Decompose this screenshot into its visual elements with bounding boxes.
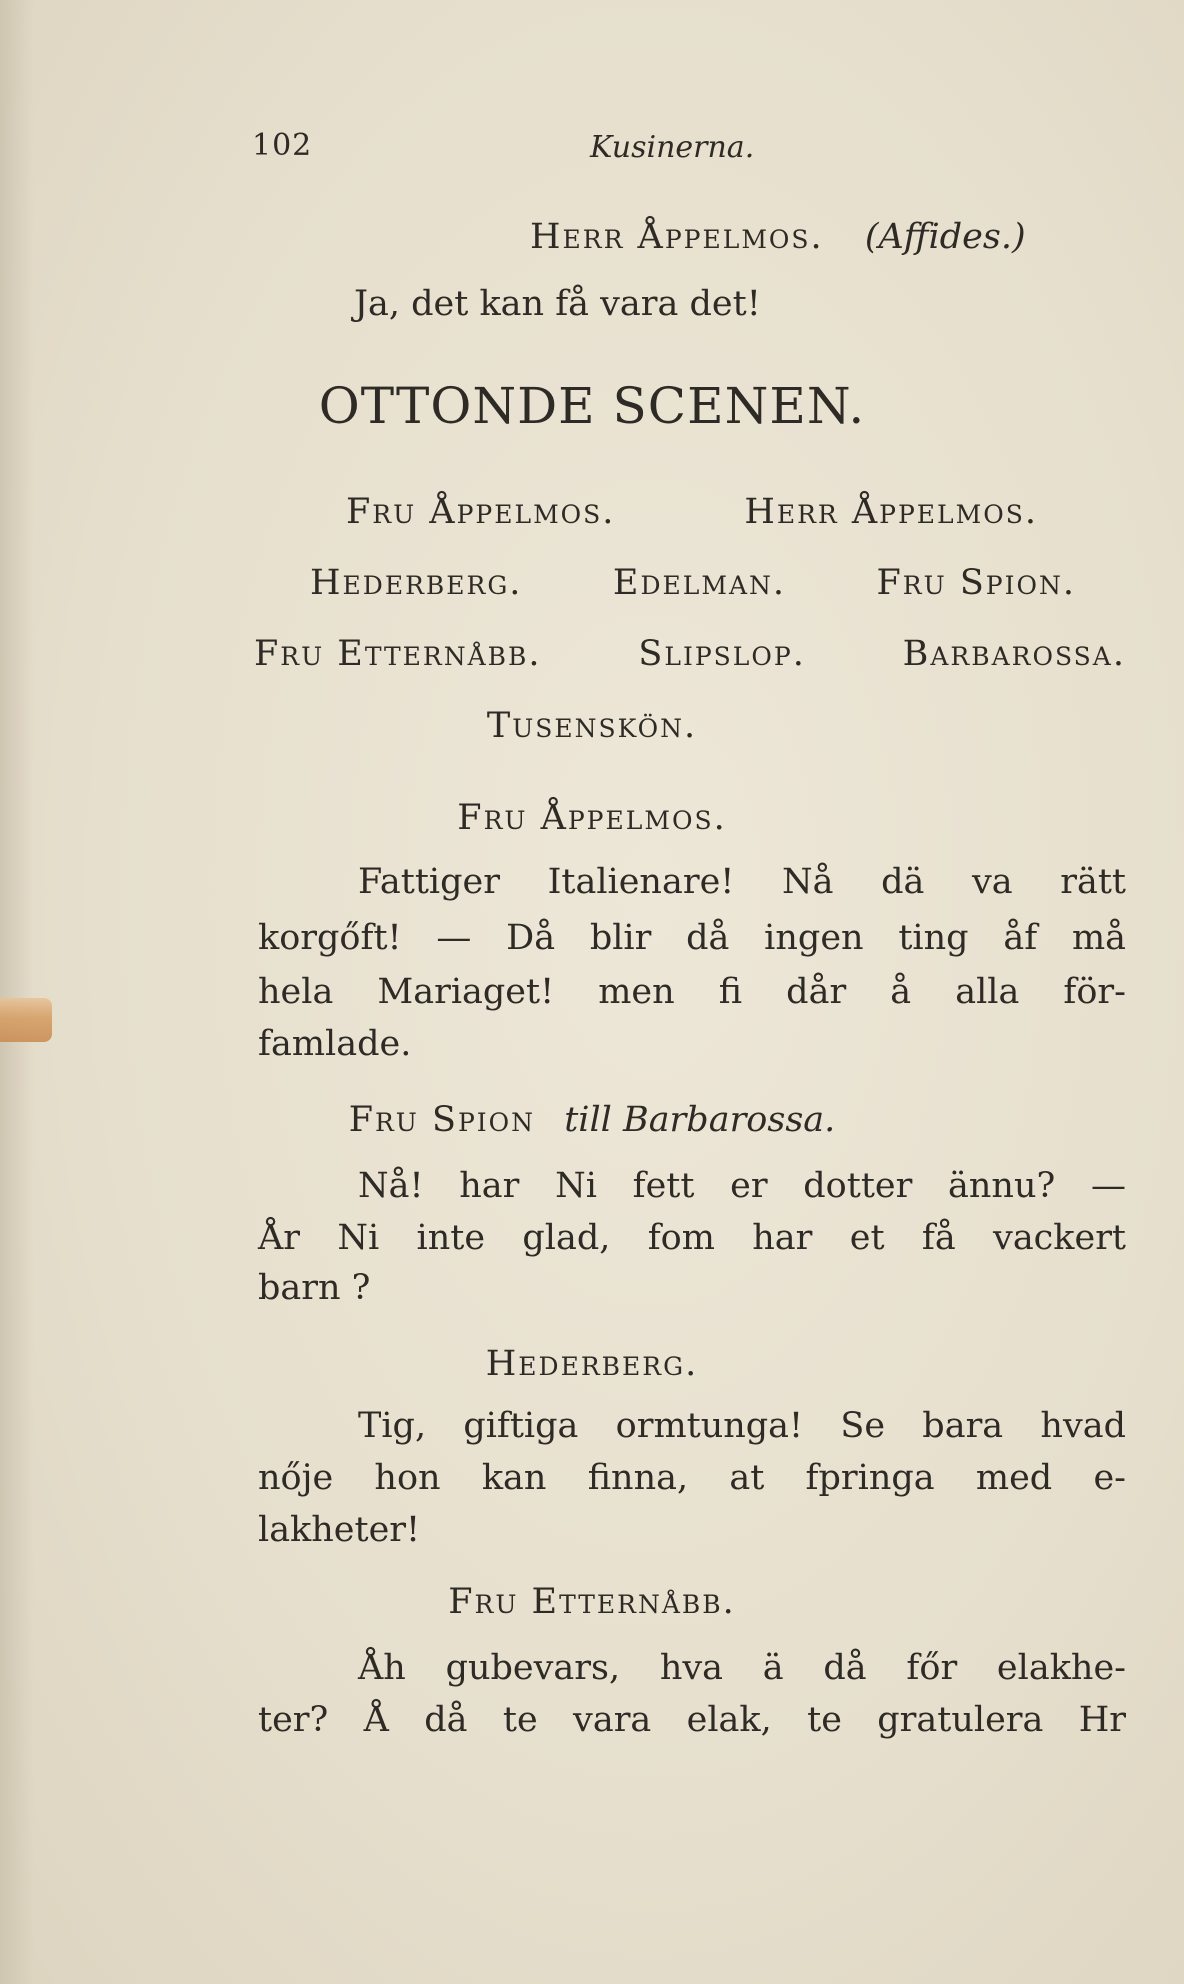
dialogue-line: barn ?: [258, 1268, 371, 1308]
cast-member: Fru Åppelmos.: [346, 492, 616, 532]
dialogue-line: Ja, det kan få vara det!: [354, 284, 761, 324]
cast-member: Fru Spion.: [876, 563, 1076, 603]
dialogue-line: Åh gubevars, hva ä då főr elakhe-: [358, 1648, 1126, 1688]
stage-direction: till Barbarossa.: [564, 1100, 836, 1140]
cast-member: Barbarossa.: [902, 634, 1126, 674]
dialogue-line: famlade.: [258, 1024, 412, 1064]
speaker-line: [530, 217, 1026, 257]
dialogue-line: Nå! har Ni fett er dotter ännu? —: [358, 1166, 1126, 1206]
scene-heading: OTTONDE SCENEN.: [318, 377, 866, 435]
speaker-heading: Fru Åppelmos.: [457, 798, 727, 838]
dialogue-line: År Ni inte glad, fom har et få vackert: [258, 1218, 1126, 1258]
speaker-name: Fru Spion: [348, 1100, 536, 1140]
cast-member: Hederberg.: [310, 563, 523, 603]
cast-list-row: [254, 634, 1126, 674]
page-number: 102: [252, 128, 313, 163]
bookmark-ribbon: [0, 998, 52, 1042]
speaker-heading: Fru Etternåbb.: [448, 1582, 736, 1622]
dialogue-line: lakheter!: [258, 1510, 421, 1550]
binding-shadow: [0, 0, 34, 1984]
speaker-name: Herr Åppelmos.: [530, 217, 824, 257]
stage-direction: (Affides.): [864, 217, 1026, 257]
running-title: Kusinerna.: [590, 130, 755, 165]
speaker-heading: Hederberg.: [485, 1344, 699, 1384]
cast-member: Herr Åppelmos.: [744, 492, 1038, 532]
cast-list-row: [310, 563, 1076, 603]
dialogue-line: ter? Å då te vara elak, te gratulera Hr: [258, 1700, 1126, 1740]
dialogue-line: korgőft! — Då blir då ingen ting åf må: [258, 918, 1126, 958]
cast-list-row: [346, 492, 1038, 532]
dialogue-line: Tig, giftiga ormtunga! Se bara hvad: [358, 1406, 1126, 1446]
cast-member: Edelman.: [612, 563, 787, 603]
cast-member: Slipslop.: [638, 634, 806, 674]
cast-member: Tusenskön.: [486, 706, 698, 746]
dialogue-line: hela Mariaget! men fi dår å alla för-: [258, 972, 1126, 1012]
speaker-heading: [0, 1100, 1184, 1140]
dialogue-line: nője hon kan finna, at fpringa med e-: [258, 1458, 1126, 1498]
dialogue-line: Fattiger Italienare! Nå dä va rätt: [358, 862, 1126, 902]
cast-list-row: [0, 706, 1184, 746]
cast-member: Fru Etternåbb.: [254, 634, 542, 674]
running-head: [0, 128, 1184, 168]
